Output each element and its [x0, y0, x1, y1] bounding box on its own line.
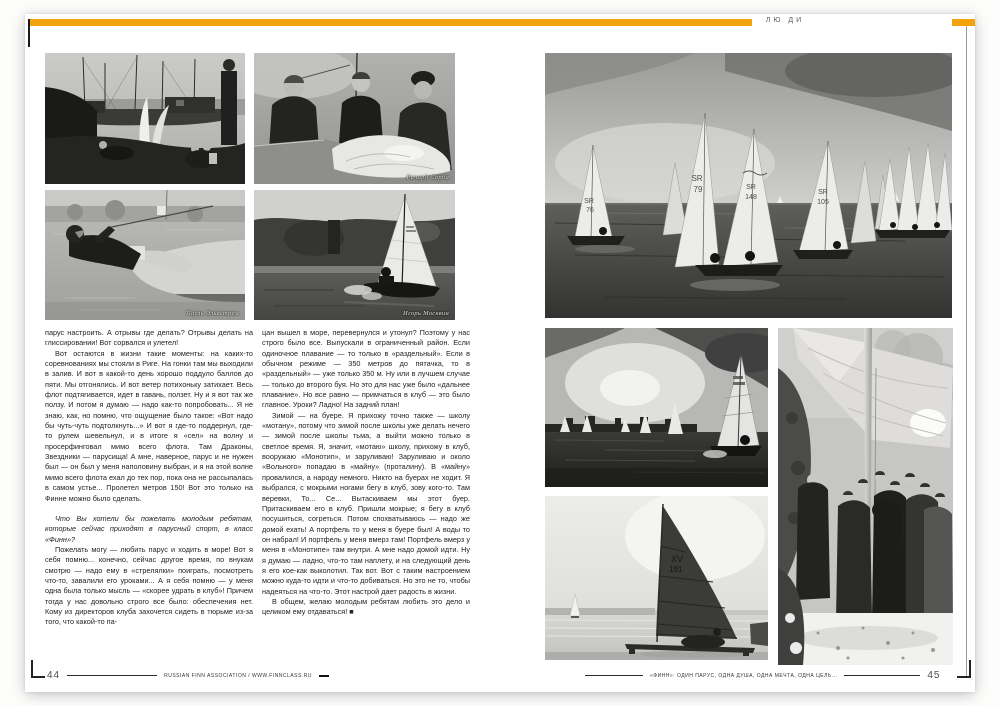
photo-flag-art [778, 328, 953, 665]
paragraph: Пожелать могу — любить парус и ходить в море! Вот я себя помню... конечно, сейчас другое время, по внукам смотрю — надо ему в «стрелялки» поиграть, посмотреть что-то, завалили его уроками... А я себя помню — у меня одна была только мысль — «скорее удрать в клуб»! Причем тогда у нас довольно строго все было: обеспечения нет. Кому из директоров клуба захочется сидеть в тюрьме из-за того, что какой-то па- [45, 544, 253, 627]
spread [25, 14, 975, 692]
right-page-edge-rule [966, 26, 967, 676]
header-orange-bar [28, 19, 752, 26]
sail-number-79: 79 [693, 185, 703, 194]
sail-code-sr76: SR [584, 198, 594, 205]
footer-rule [585, 675, 643, 676]
footer-right [585, 670, 940, 681]
footer-dash [319, 675, 329, 677]
photo-finn-fleet-race [545, 53, 952, 318]
corner-mark-right [957, 660, 971, 678]
paragraph: Вот остаются в жизни такие моменты: на каких-то соревнованиях мы стояли в Риге. На гонки там мы выходили в залив. И вот в какой-то день хорошо поддуло баллов до пяти. Мы отгонялись. И вот ветер потихоньку затихает. Весь флот подтягивается, идет в гавань, ползет. Ну и я вот так же ползу. И потом я думаю — надо как-то попробовать... Я не знаю, как, но помню, что ощущение было такое: «Вот надо бы чуть-чуть подтолкнуть...» И вот я где-то поддернул, где-то рулем шевельнул, и в итоге я «сел» на волну и просерфинговал мимо всего флота. Там Драконы, Звездники — парусища! А мне, наверное, парус и не нужен был — он был у меня наполовину выбран, и я на этой волне мимо всего флота ехал до тех пор, пока она не рассыпалась в самом устье... Пролетел метров 150! Вот это только на Финне можно было сделать. [45, 348, 253, 503]
photo-elvstrom-art [45, 190, 245, 320]
header-orange-bar-right [952, 19, 975, 26]
photo-harbor [45, 53, 245, 184]
footer-rule [844, 675, 920, 676]
footer-left [47, 670, 329, 681]
paragraph: цан вышел в море, перевернулся и утонул? Поэтому у нас строго было все. Выпускали в ограниченный район. Если одиночное плавание — то только в «раздельный». Если в обычном режиме — 350 метров до пятачка, то в «раздельный» — уже только 350 м. Ну или в лучшем случае — только до второго буя. Но это для нас уже было «дальнее плавание». Но все равно — примчаться в клуб — это было главное. Уроки? Ладно! На задний план! [262, 328, 470, 410]
photo-elvstrom-hiking [45, 190, 245, 320]
photo-finn-art [254, 190, 455, 320]
article-column-1 [45, 328, 253, 680]
corner-mark-left [31, 660, 45, 678]
sail-code-sr105: SR [818, 189, 828, 196]
photo-rigging-art [254, 53, 455, 184]
photo-rigging-sarby [254, 53, 455, 184]
sail-number-76: 76 [586, 207, 594, 214]
photo-flag-ceremony [778, 328, 953, 665]
footer-caption-left: RUSSIAN FINN ASSOCIATION / WWW.FINNCLASS.RU [164, 672, 312, 679]
photo-harbor-art [45, 53, 245, 184]
page-number-45: 45 [927, 670, 941, 681]
sail-number-148: 148 [745, 194, 757, 201]
article-column-2 [262, 328, 470, 680]
photo-caption-rickard-sarby: Ричард Сарби [406, 174, 449, 181]
photo-caption-paul-elvstrom: Пауль Эльвстрем [186, 310, 239, 317]
section-label: ЛЮ ДИ [765, 17, 805, 24]
photo-evening-art [545, 328, 768, 487]
footer-caption-right: «ФИНН»: ОДИН ПАРУС, ОДНА ДУША, ОДНА МЕЧТА, ОДНА ЦЕЛЬ... [650, 672, 838, 679]
photo-iceboat-art [545, 496, 768, 660]
paragraph: парус настроить. А отрывы где делать? Отрывы делать на глиссировании! Вот сорвался и улетел! [45, 328, 253, 348]
sail-code-sr148: SR [746, 184, 756, 191]
photo-fleet-art [545, 53, 952, 318]
photo-caption-igor-moskvin: Игорь Москвин [402, 310, 449, 317]
photo-ice-boat [545, 496, 768, 660]
sail-code-sr79: SR [691, 174, 703, 183]
photo-finn-sailing [254, 190, 455, 320]
paragraph: Зимой — на буере. Я прихожу точно также — школу «мотану», потому что зимой после школы уже делать нечего — зимой после школы тьма, а выйти можно только в светлое время. Я, значит, «мотаю» школу, прихожу в клуб, вооружаю «Монотип», и заруливаю! Заруливаю и около «Вольного» попадаю в «майну» (проталину). В «майну» провалился, а народу немного. Никто на буерах не ходит. Я выбрался, с мокрыми ногами бегу в клуб, зову кого-то. Там веревки, То... Се... Вытаскиваем мы этот буер. Притаскиваем его в клуб. Пришли мокрые; я бегу в клуб посушиться, согреться. Потом спохватываюсь — надо же домой ехать! А портфель то у меня в буере был! А воды то он набрал! И портфель у меня вмерз там! Портфель вмерз у меня в «Монотипе» там внутри. А мне надо домой идти. Ну я думаю — ладно, что-то там наплету, и на следующий день я его кое-как выколотил. Так вот. Вот с таким настроением можно куда-то идти и что-то добиваться. Но это не то, чтобы надеяться на что-то. Этот настрой дает радость в жизни. [262, 410, 470, 596]
left-edge-tick [28, 19, 30, 47]
paragraph-closing: В общем, желаю молодым ребятам любить это дело и целиком ему отдаваться! ■ [262, 596, 470, 617]
sail-number-105: 105 [817, 199, 829, 206]
footer-rule [67, 675, 157, 676]
photo-evening-race [545, 328, 768, 487]
ice-sail-mark-xv: XV [671, 554, 684, 564]
page-number-44: 44 [47, 670, 61, 681]
interview-question: Что Вы хотели бы пожелать молодым ребятам, которые сейчас приходят в парусный спорт, в класс «Финн»? [45, 513, 253, 544]
ice-sail-mark-191: 191 [669, 565, 683, 574]
